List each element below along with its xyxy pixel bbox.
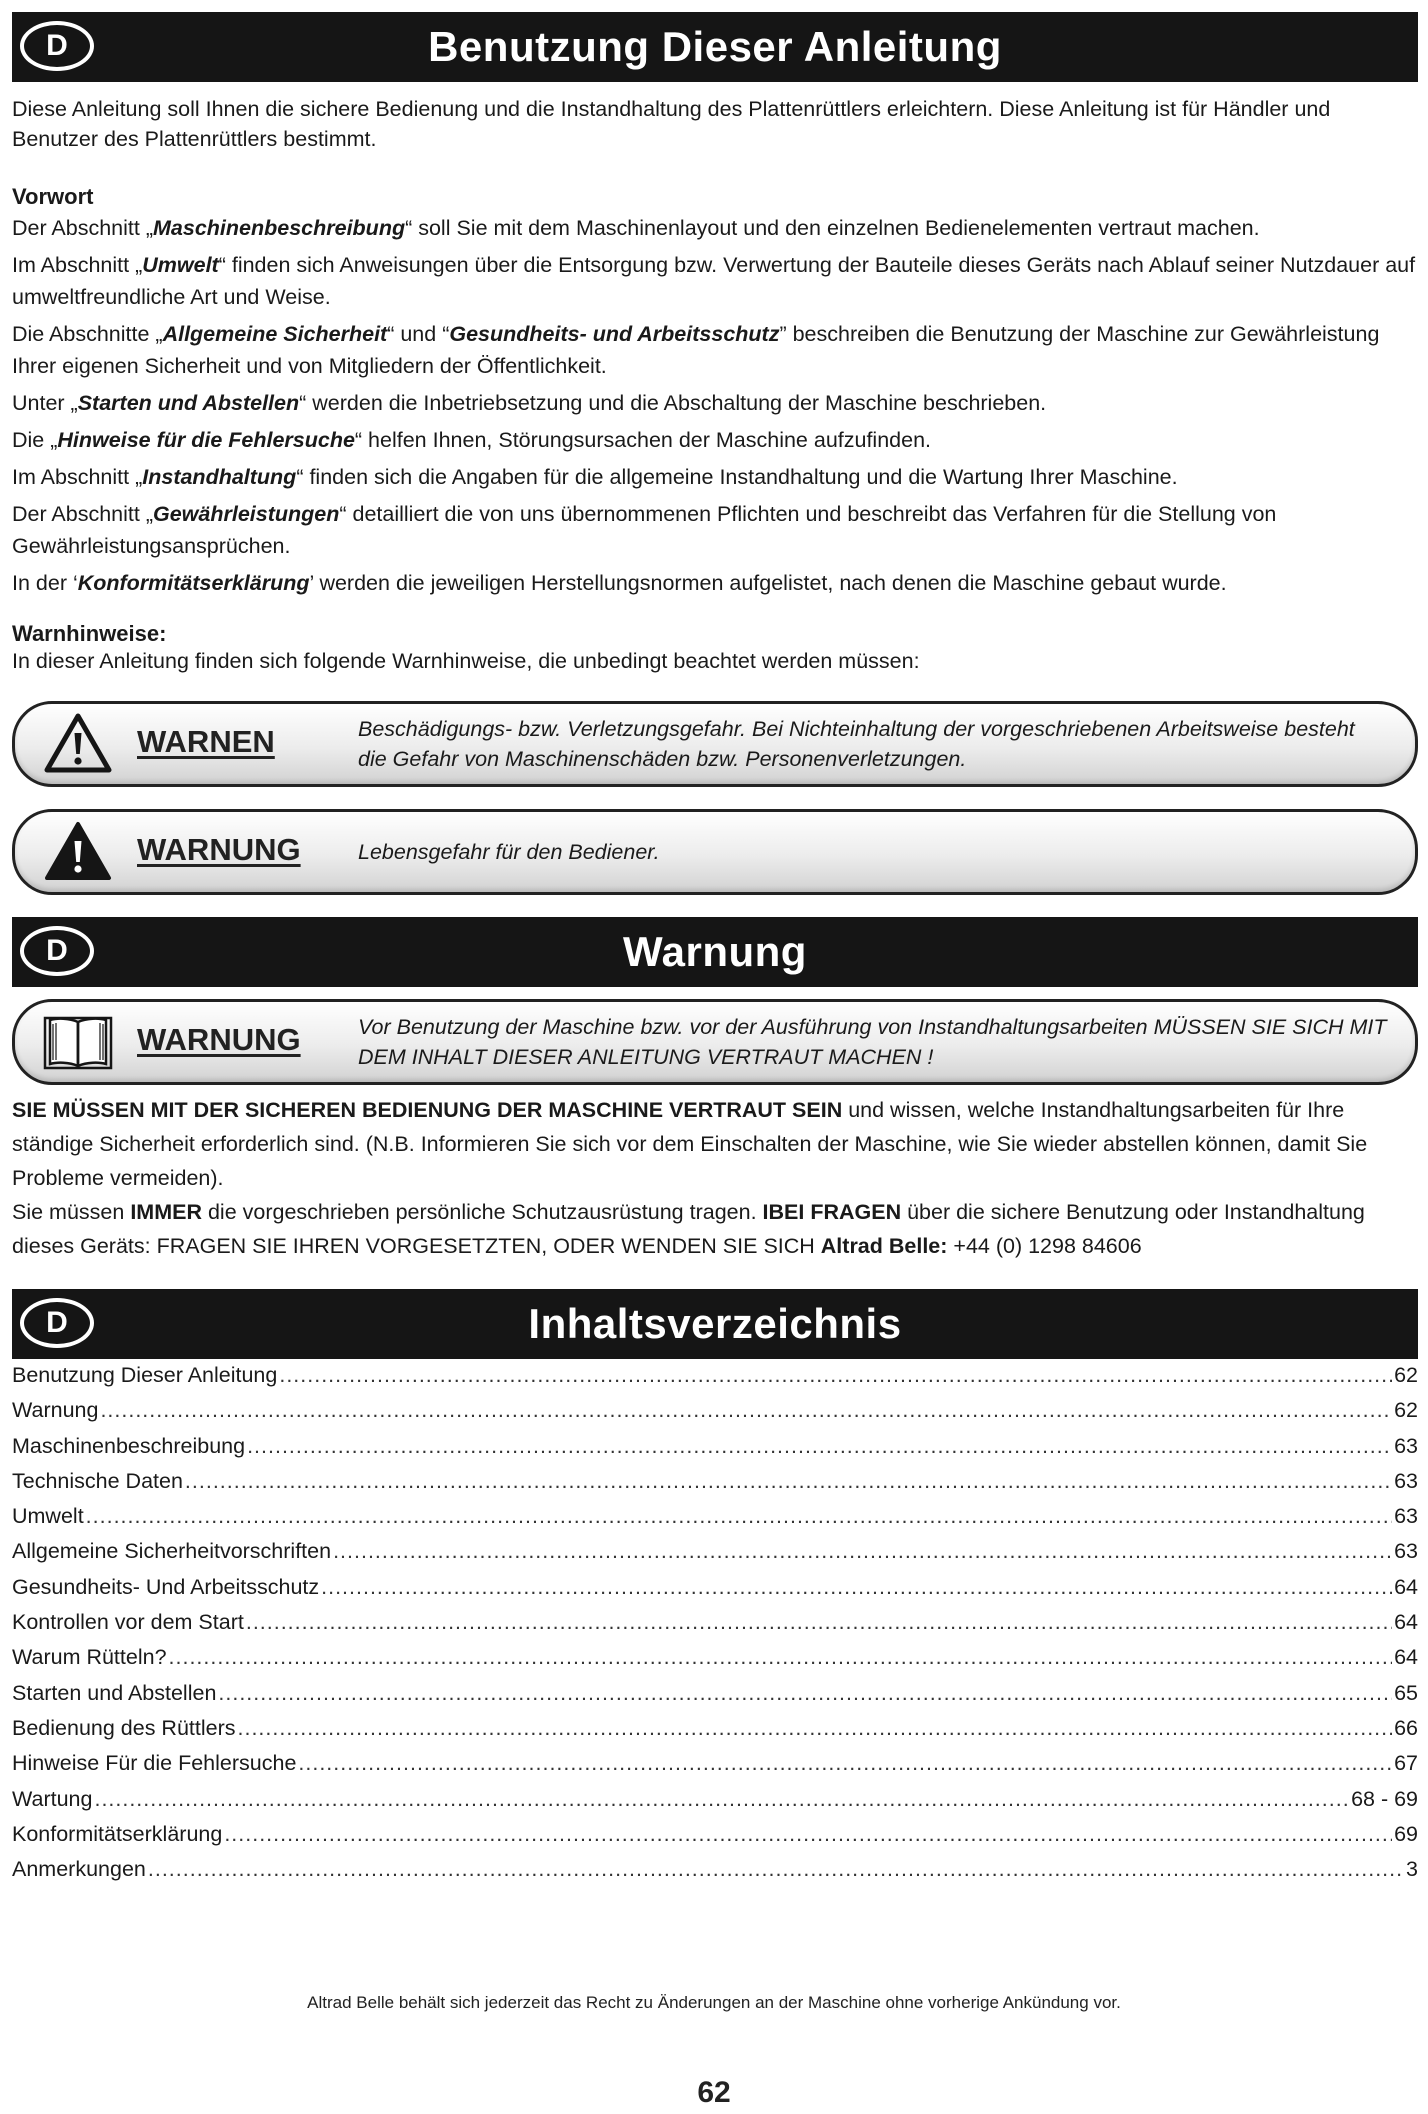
warn-label: WARNUNG xyxy=(137,832,301,867)
outline-warning-triangle-icon xyxy=(43,712,113,774)
language-badge: D xyxy=(20,21,94,71)
toc-entry[interactable]: Hinweise Für die Fehlersuche ..... 67 xyxy=(12,1751,1418,1786)
section-banner-usage xyxy=(12,12,1418,82)
toc-entry[interactable]: Benutzung Dieser Anleitung ..... 62 xyxy=(12,1363,1418,1398)
section-banner-contents xyxy=(12,1289,1418,1359)
toc-entry[interactable]: Allgemeine Sicherheitvorschriften ..... 63 xyxy=(12,1539,1418,1574)
safety-paragraph: Sie müssen IMMER die vorgeschrieben persönliche Schutzausrüstung tragen. IBEI FRAGEN über die sichere Benutzung oder Instandhaltung dieses Geräts: FRAGEN SIE IHREN VORGESETZTEN, ODER WENDEN SIE SICH Altrad Belle: +44 (0) 1298 84606 xyxy=(12,1200,1365,1258)
language-badge: D xyxy=(20,926,94,976)
warn-box-manual xyxy=(12,999,1418,1085)
section-banner-warnung xyxy=(12,917,1418,987)
toc-entry[interactable]: Anmerkungen ..... 3 xyxy=(12,1857,1418,1892)
toc-entry[interactable]: Maschinenbeschreibung ..... 63 xyxy=(12,1434,1418,1469)
section-title: Inhaltsverzeichnis xyxy=(528,1300,902,1347)
intro-paragraph: Diese Anleitung soll Ihnen die sichere Bedienung und die Instandhaltung des Plattenrüttlers erleichtern. Diese Anleitung ist für Händler und Benutzer des Plattenrüttlers bestimmt. xyxy=(12,97,1331,151)
toc-entry[interactable]: Wartung ..... 68 - 69 xyxy=(12,1787,1418,1822)
section-title: Warnung xyxy=(623,928,807,975)
warn-label: WARNEN xyxy=(137,724,275,759)
toc-entry[interactable]: Kontrollen vor dem Start ..... 64 xyxy=(12,1610,1418,1645)
warn-text: Beschädigungs- bzw. Verletzungsgefahr. Bei Nichteinhaltung der vorgeschriebenen Arbeitsweise besteht die Gefahr von Maschinenschäden bzw. Personenverletzungen. xyxy=(358,717,1355,771)
safety-paragraph: SIE MÜSSEN MIT DER SICHEREN BEDIENUNG DER MASCHINE VERTRAUT SEIN und wissen, welche Instandhaltungsarbeiten für Ihre ständige Sicherheit erforderlich sind. (N.B. Informieren Sie sich vor dem Einschalten der Maschine, wie Sie wieder abstellen können, damit Sie Probleme vermeiden). xyxy=(12,1098,1368,1190)
toc-entry[interactable]: Konformitätserklärung ..... 69 xyxy=(12,1822,1418,1857)
footer-disclaimer: Altrad Belle behält sich jederzeit das Recht zu Änderungen an der Maschine ohne vorherige Ankündung vor. xyxy=(307,1993,1121,2012)
toc-entry[interactable]: Bedienung des Rüttlers ..... 66 xyxy=(12,1716,1418,1751)
warn-box-warnen xyxy=(12,701,1418,787)
open-book-icon xyxy=(43,1010,113,1072)
vorwort-paragraph: Im Abschnitt „Umwelt“ finden sich Anweisungen über die Entsorgung bzw. Verwertung der Bauteile dieses Geräts nach Ablauf seiner Nutzdauer auf umweltfreundliche Art und Weise. xyxy=(12,253,1416,309)
vorwort-paragraph: Unter „Starten und Abstellen“ werden die Inbetriebsetzung und die Abschaltung der Maschine beschrieben. xyxy=(12,391,1047,415)
page-number: 62 xyxy=(697,2076,731,2109)
warnhinweise-intro: In dieser Anleitung finden sich folgende Warnhinweise, die unbedingt beachtet werden müssen: xyxy=(12,649,920,673)
toc-entry[interactable]: Warum Rütteln? ..... 64 xyxy=(12,1645,1418,1680)
vorwort-paragraph: Die „Hinweise für die Fehlersuche“ helfen Ihnen, Störungsursachen der Maschine aufzufinden. xyxy=(12,428,932,452)
warnhinweise-heading: Warnhinweise: xyxy=(12,621,167,646)
toc-entry[interactable]: Umwelt ..... 63 xyxy=(12,1504,1418,1539)
filled-warning-triangle-icon xyxy=(43,820,113,882)
vorwort-paragraph: Im Abschnitt „Instandhaltung“ finden sich die Angaben für die allgemeine Instandhaltung und die Wartung Ihrer Maschine. xyxy=(12,465,1178,489)
warn-text: Lebensgefahr für den Bediener. xyxy=(358,840,660,864)
toc-entry[interactable]: Technische Daten ..... 63 xyxy=(12,1469,1418,1504)
toc-entry[interactable]: Gesundheits- Und Arbeitsschutz ..... 64 xyxy=(12,1575,1418,1610)
toc-entry[interactable]: Starten und Abstellen ..... 65 xyxy=(12,1681,1418,1716)
vorwort-paragraph: Der Abschnitt „Gewährleistungen“ detailliert die von uns übernommenen Pflichten und beschreibt das Verfahren für die Stellung von Gewährleistungsansprüchen. xyxy=(12,502,1277,558)
table-of-contents xyxy=(12,1363,1418,1892)
vorwort-paragraph: Der Abschnitt „Maschinenbeschreibung“ soll Sie mit dem Maschinenlayout und den einzelnen Bedienelementen vertraut machen. xyxy=(12,216,1260,240)
toc-entry[interactable]: Warnung ..... 62 xyxy=(12,1398,1418,1433)
vorwort-paragraph: Die Abschnitte „Allgemeine Sicherheit“ und “Gesundheits- und Arbeitsschutz” beschreiben die Benutzung der Maschine zur Gewährleistung Ihrer eigenen Sicherheit und von Mitgliedern der Öffentlichkeit. xyxy=(12,322,1380,378)
vorwort-paragraph: In der ‘Konformitätserklärung’ werden die jeweiligen Herstellungsnormen aufgelistet, nach denen die Maschine gebaut wurde. xyxy=(12,571,1227,595)
manual-page xyxy=(12,12,1418,1892)
language-badge: D xyxy=(20,1298,94,1348)
warn-text: Vor Benutzung der Maschine bzw. vor der Ausführung von Instandhaltungsarbeiten MÜSSEN SIE SICH MIT DEM INHALT DIESER ANLEITUNG VERTRAUT MACHEN ! xyxy=(358,1015,1387,1069)
warn-label: WARNUNG xyxy=(137,1022,301,1057)
vorwort-heading: Vorwort xyxy=(12,184,94,209)
warn-box-warnung xyxy=(12,809,1418,895)
section-title: Benutzung Dieser Anleitung xyxy=(428,23,1002,70)
